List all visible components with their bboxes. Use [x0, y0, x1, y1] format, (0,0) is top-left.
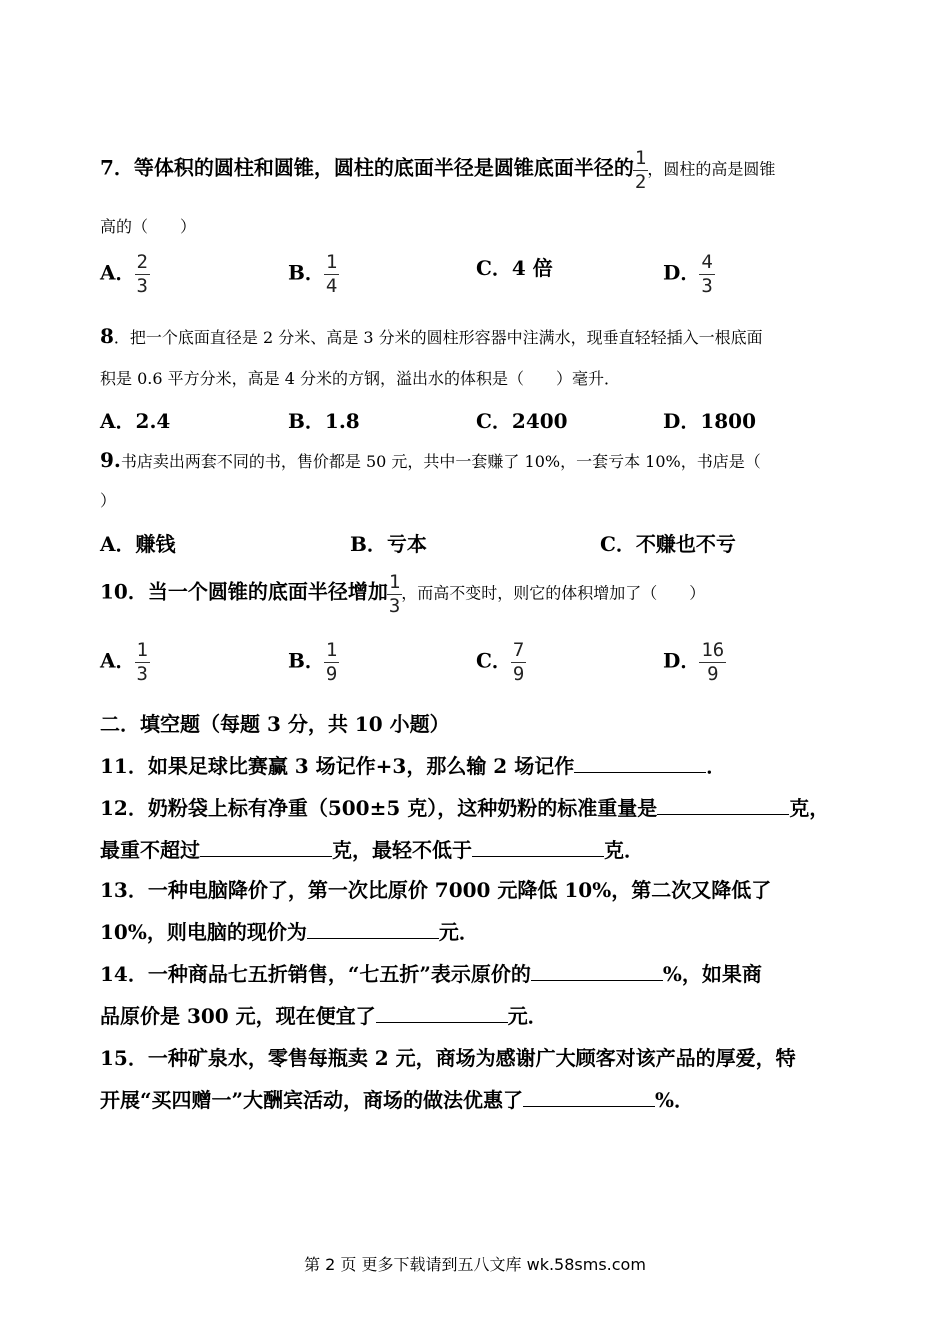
fraction: $\frac{4}{3}$ [701, 251, 713, 297]
section-heading: 二．填空题（每题 3 分，共 10 小题） [100, 712, 450, 736]
answer-blank[interactable] [523, 1088, 655, 1107]
answer-blank[interactable] [574, 754, 706, 773]
q7-option-a: A． $\frac{2}{3}$ [100, 251, 148, 297]
answer-blank[interactable] [472, 838, 604, 857]
q9-option-a: A．赚钱 [100, 532, 176, 556]
question-7-line-2: 高的（ ） [100, 217, 197, 236]
question-9-line-1: 9.书店卖出两套不同的书，售价都是 50 元，共中一套赚了 10%，一套亏本 10%，书店是（ [100, 448, 761, 472]
q10-option-a: A． $\frac{1}{3}$ [100, 639, 148, 685]
fraction: $\frac{1}{9}$ [325, 639, 338, 685]
question-14-line-2: 品原价是 300 元，现在便宜了 元． [100, 1004, 548, 1028]
fraction: $\frac{2}{3}$ [136, 251, 148, 297]
q8-option-a: A．2.4 [100, 409, 171, 433]
question-10-line-1 [100, 572, 705, 616]
fraction: $\frac{7}{9}$ [512, 639, 525, 685]
fraction: $\frac{1}{2}$ [634, 147, 647, 193]
question-14-line-1: 14．一种商品七五折销售，“七五折”表示原价的 %，如果商 [100, 962, 762, 986]
question-13-line-1: 13．一种电脑降价了，第一次比原价 7000 元降低 10%，第二次又降低了 [100, 878, 772, 902]
question-7-line-1 [100, 148, 775, 192]
answer-blank[interactable] [657, 796, 789, 815]
question-12-line-2: 最重不超过 克，最轻不低于 克． [100, 838, 644, 862]
question-stem: 等体积的圆柱和圆锥，圆柱的底面半径是圆锥底面半径的 [133, 155, 634, 180]
answer-blank[interactable] [376, 1004, 508, 1023]
fraction: $\frac{1}{3}$ [388, 571, 401, 617]
q9-option-c: C．不赚也不亏 [600, 532, 736, 556]
question-number: 7． [100, 155, 134, 180]
question-number: 8 [100, 324, 114, 348]
question-stem: 当一个圆锥的底面半径增加 [147, 579, 388, 604]
q7-option-b: B． $\frac{1}{4}$ [288, 251, 338, 297]
question-8-line-1: 8．把一个底面直径是 2 分米、高是 3 分米的圆柱形容器中注满水，现垂直轻轻插入一根底面 [100, 324, 763, 348]
question-9-line-2: ） [100, 491, 117, 510]
question-8-line-2: 积是 0.6 平方分米，高是 4 分米的方钢，溢出水的体积是（ ）毫升． [100, 369, 620, 388]
question-stem-rest: ，而高不变时，则它的体积增加了（ ） [401, 583, 706, 603]
q8-option-b: B．1.8 [288, 409, 360, 433]
question-15-line-2: 开展“买四赠一”大酬宾活动，商场的做法优惠了 %． [100, 1088, 695, 1112]
question-13-line-2: 10%，则电脑的现价为 元． [100, 920, 479, 944]
q10-option-b: B． $\frac{1}{9}$ [288, 639, 338, 685]
q10-option-c: C． $\frac{7}{9}$ [476, 639, 525, 685]
fraction: $\frac{1}{4}$ [325, 251, 338, 297]
q8-option-d: D．1800 [663, 409, 757, 433]
answer-blank[interactable] [200, 838, 332, 857]
q9-option-b: B．亏本 [350, 532, 427, 556]
question-15-line-1: 15．一种矿泉水，零售每瓶卖 2 元，商场为感谢广大顾客对该产品的厚爱，特 [100, 1046, 796, 1070]
fraction: $\frac{1}{3}$ [136, 639, 148, 685]
answer-blank[interactable] [307, 920, 439, 939]
question-number: 9. [100, 448, 121, 472]
q7-option-c: C．4 倍 [476, 256, 553, 280]
page-footer: 第 2 页 更多下载请到五八文库 wk.58sms.com [304, 1255, 646, 1274]
question-11: 11．如果足球比赛赢 3 场记作+3，那么输 2 场记作 ． [100, 754, 727, 778]
q7-option-d: D． $\frac{4}{3}$ [663, 251, 713, 297]
question-12-line-1: 12．奶粉袋上标有净重（500±5 克），这种奶粉的标准重量是 克， [100, 796, 830, 820]
q10-option-d: D． $\frac{16}{9}$ [663, 639, 725, 685]
q8-option-c: C．2400 [476, 409, 568, 433]
question-stem-rest: ，圆柱的高是圆锥 [647, 159, 776, 179]
answer-blank[interactable] [531, 962, 663, 981]
question-number: 10． [100, 579, 148, 604]
fraction: $\frac{16}{9}$ [701, 639, 725, 685]
